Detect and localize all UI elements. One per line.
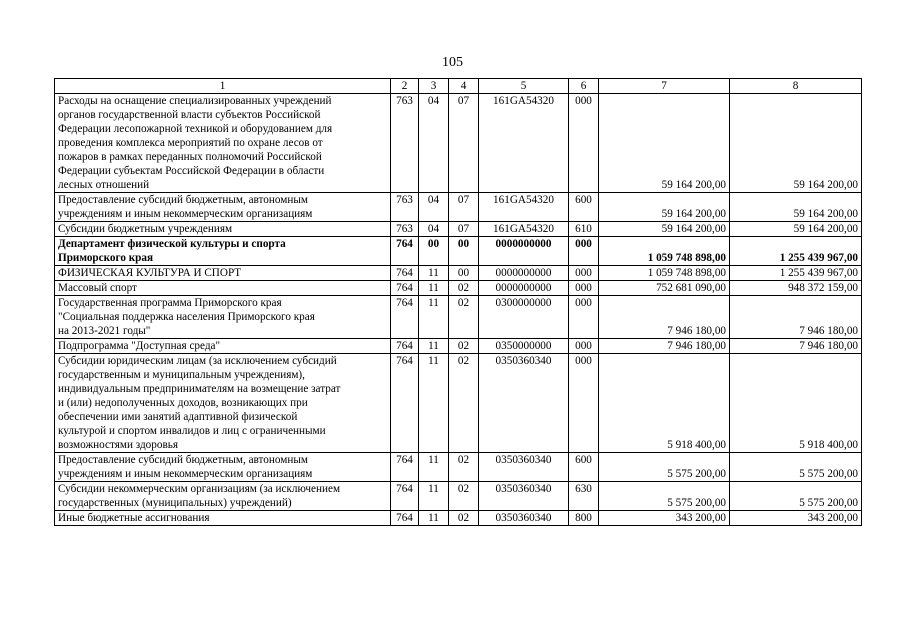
description-line: Расходы на оснащение специализированных учреждений [58, 95, 332, 107]
expense-type-cell: 000 [569, 281, 599, 296]
admin-code-cell: 764 [391, 237, 419, 266]
description-line: Государственная программа Приморского края [58, 297, 282, 309]
amount-col8-cell: 5 918 400,00 [730, 354, 862, 453]
admin-code-cell: 764 [391, 453, 419, 482]
section-code-cell: 04 [419, 193, 449, 222]
row-description [55, 453, 391, 482]
description-line: обеспечении ими занятий адаптивной физической [58, 411, 298, 423]
budget-table [54, 78, 862, 526]
amount-col7-cell: 752 681 090,00 [599, 281, 730, 296]
row-description [55, 222, 391, 237]
description-line: Предоставление субсидий бюджетным, автономным [58, 194, 308, 206]
target-article-cell: 0350360340 [479, 453, 569, 482]
table-row [55, 193, 862, 222]
subsection-code-cell: 02 [449, 354, 479, 453]
row-description [55, 354, 391, 453]
description-line: учреждениям и иным некоммерческим организациям [58, 208, 313, 220]
amount-col8-cell: 343 200,00 [730, 511, 862, 526]
amount-col8-cell: 7 946 180,00 [730, 296, 862, 339]
amount-col7-cell: 7 946 180,00 [599, 339, 730, 354]
target-article-cell: 0350360340 [479, 511, 569, 526]
amount-col7-cell: 1 059 748 898,00 [599, 266, 730, 281]
description-line: Массовый спорт [58, 282, 137, 294]
expense-type-cell: 000 [569, 354, 599, 453]
amount-col8-cell: 5 575 200,00 [730, 453, 862, 482]
target-article-cell: 0300000000 [479, 296, 569, 339]
amount-col7-cell: 59 164 200,00 [599, 222, 730, 237]
expense-type-cell: 000 [569, 266, 599, 281]
description-line: "Социальная поддержка населения Приморского края [58, 311, 315, 323]
subsection-code-cell: 00 [449, 237, 479, 266]
table-row [55, 453, 862, 482]
description-line: Федерации субъектам Российской Федерации в области [58, 165, 325, 177]
admin-code-cell: 763 [391, 222, 419, 237]
table-row [55, 296, 862, 339]
amount-col8-cell: 948 372 159,00 [730, 281, 862, 296]
subsection-code-cell: 07 [449, 94, 479, 193]
subsection-code-cell: 02 [449, 339, 479, 354]
description-line: государственным и муниципальным учреждениям), [58, 369, 305, 381]
subsection-code-cell: 02 [449, 453, 479, 482]
section-code-cell: 11 [419, 296, 449, 339]
row-description [55, 296, 391, 339]
row-description [55, 237, 391, 266]
admin-code-cell: 763 [391, 193, 419, 222]
target-article-cell: 0000000000 [479, 266, 569, 281]
amount-col8-cell: 1 255 439 967,00 [730, 237, 862, 266]
subsection-code-cell: 02 [449, 296, 479, 339]
row-description [55, 511, 391, 526]
amount-col8-cell: 59 164 200,00 [730, 94, 862, 193]
section-code-cell: 11 [419, 281, 449, 296]
description-line: Подпрограмма "Доступная среда" [58, 340, 221, 352]
expense-type-cell: 800 [569, 511, 599, 526]
amount-col7-cell: 5 918 400,00 [599, 354, 730, 453]
table-row [55, 222, 862, 237]
amount-col7-cell: 59 164 200,00 [599, 193, 730, 222]
description-line: индивидуальным предпринимателям на возмещение затрат [58, 383, 341, 395]
subsection-code-cell: 07 [449, 193, 479, 222]
amount-col7-cell: 7 946 180,00 [599, 296, 730, 339]
amount-col8-cell: 59 164 200,00 [730, 222, 862, 237]
description-line: культурой и спортом инвалидов и лиц с ограниченными [58, 425, 326, 437]
description-line: Федерации лесопожарной техникой и оборудованием для [58, 123, 333, 135]
expense-type-cell: 000 [569, 94, 599, 193]
table-row [55, 354, 862, 453]
amount-col8-cell: 5 575 200,00 [730, 482, 862, 511]
row-description [55, 193, 391, 222]
section-code-cell: 11 [419, 266, 449, 281]
table-row [55, 482, 862, 511]
table-row [55, 511, 862, 526]
row-description [55, 266, 391, 281]
admin-code-cell: 764 [391, 266, 419, 281]
row-description [55, 94, 391, 193]
description-line: Приморского края [58, 252, 154, 264]
table-row [55, 281, 862, 296]
amount-col8-cell: 1 255 439 967,00 [730, 266, 862, 281]
admin-code-cell: 764 [391, 296, 419, 339]
amount-col7-cell: 5 575 200,00 [599, 482, 730, 511]
table-row [55, 266, 862, 281]
admin-code-cell: 764 [391, 354, 419, 453]
section-code-cell: 11 [419, 339, 449, 354]
table-row [55, 94, 862, 193]
header-cell: 3 [419, 79, 449, 94]
section-code-cell: 11 [419, 453, 449, 482]
expense-type-cell: 630 [569, 482, 599, 511]
header-cell: 8 [730, 79, 862, 94]
expense-type-cell: 000 [569, 296, 599, 339]
description-line: пожаров в рамках переданных полномочий Российской [58, 151, 322, 163]
description-line: Субсидии бюджетным учреждениям [58, 223, 233, 235]
amount-col7-cell: 1 059 748 898,00 [599, 237, 730, 266]
description-line: возможностями здоровья [58, 439, 178, 451]
section-code-cell: 04 [419, 94, 449, 193]
description-line: учреждениям и иным некоммерческим организациям [58, 468, 313, 480]
expense-type-cell: 000 [569, 339, 599, 354]
header-cell: 1 [55, 79, 391, 94]
header-cell: 5 [479, 79, 569, 94]
expense-type-cell: 610 [569, 222, 599, 237]
subsection-code-cell: 02 [449, 511, 479, 526]
expense-type-cell: 600 [569, 193, 599, 222]
row-description [55, 482, 391, 511]
expense-type-cell: 000 [569, 237, 599, 266]
description-line: органов государственной власти субъектов Российской [58, 109, 321, 121]
amount-col7-cell: 59 164 200,00 [599, 94, 730, 193]
description-line: Субсидии юридическим лицам (за исключением субсидий [58, 355, 337, 367]
header-cell: 4 [449, 79, 479, 94]
subsection-code-cell: 00 [449, 266, 479, 281]
admin-code-cell: 764 [391, 482, 419, 511]
table-header-row [55, 79, 862, 94]
target-article-cell: 161GA54320 [479, 222, 569, 237]
description-line: Субсидии некоммерческим организациям (за исключением [58, 483, 341, 495]
description-line: Предоставление субсидий бюджетным, автономным [58, 454, 308, 466]
page-number: 105 [442, 55, 463, 70]
target-article-cell: 0000000000 [479, 237, 569, 266]
table-row [55, 237, 862, 266]
admin-code-cell: 764 [391, 281, 419, 296]
description-line: и (или) недополученных доходов, возникающих при [58, 397, 308, 409]
header-cell: 2 [391, 79, 419, 94]
header-cell: 7 [599, 79, 730, 94]
row-description [55, 281, 391, 296]
description-line: Иные бюджетные ассигнования [58, 512, 210, 524]
section-code-cell: 00 [419, 237, 449, 266]
expense-type-cell: 600 [569, 453, 599, 482]
amount-col8-cell: 59 164 200,00 [730, 193, 862, 222]
target-article-cell: 161GA54320 [479, 94, 569, 193]
target-article-cell: 0350000000 [479, 339, 569, 354]
subsection-code-cell: 02 [449, 281, 479, 296]
amount-col7-cell: 343 200,00 [599, 511, 730, 526]
target-article-cell: 0350360340 [479, 354, 569, 453]
row-description [55, 339, 391, 354]
section-code-cell: 04 [419, 222, 449, 237]
section-code-cell: 11 [419, 511, 449, 526]
admin-code-cell: 763 [391, 94, 419, 193]
amount-col8-cell: 7 946 180,00 [730, 339, 862, 354]
subsection-code-cell: 07 [449, 222, 479, 237]
table-row [55, 339, 862, 354]
description-line: государственных (муниципальных) учреждений) [58, 497, 292, 509]
subsection-code-cell: 02 [449, 482, 479, 511]
target-article-cell: 0350360340 [479, 482, 569, 511]
admin-code-cell: 764 [391, 511, 419, 526]
description-line: лесных отношений [58, 179, 150, 191]
section-code-cell: 11 [419, 354, 449, 453]
amount-col7-cell: 5 575 200,00 [599, 453, 730, 482]
target-article-cell: 0000000000 [479, 281, 569, 296]
description-line: на 2013-2021 годы" [58, 325, 151, 337]
description-line: ФИЗИЧЕСКАЯ КУЛЬТУРА И СПОРТ [58, 267, 242, 279]
admin-code-cell: 764 [391, 339, 419, 354]
target-article-cell: 161GA54320 [479, 193, 569, 222]
description-line: Департамент физической культуры и спорта [58, 238, 286, 250]
section-code-cell: 11 [419, 482, 449, 511]
header-cell: 6 [569, 79, 599, 94]
description-line: проведения комплекса мероприятий по охране лесов от [58, 137, 323, 149]
